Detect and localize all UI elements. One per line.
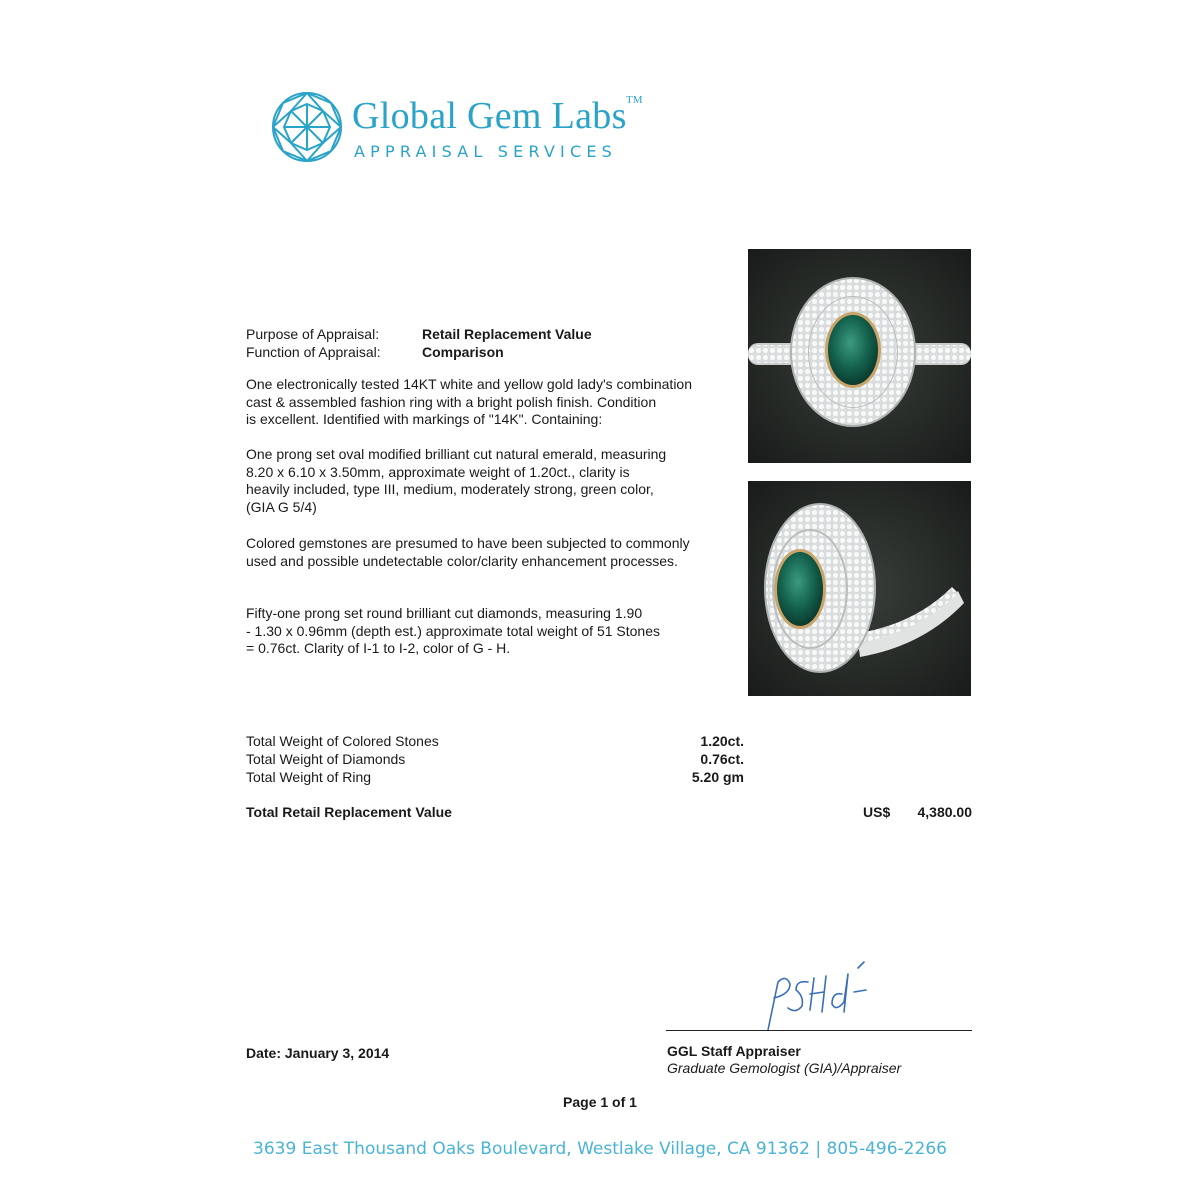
logo-trademark: TM bbox=[626, 94, 643, 106]
page-number: Page 1 of 1 bbox=[563, 1094, 637, 1110]
weight-row bbox=[246, 750, 746, 768]
logo-tagline: APPRAISAL SERVICES bbox=[354, 142, 617, 161]
ring-photo-angle bbox=[748, 481, 971, 696]
text-line: One electronically tested 14KT white and yellow gold lady's combination bbox=[246, 376, 692, 392]
ring-photo-top bbox=[748, 249, 971, 463]
treatment-disclosure bbox=[246, 535, 736, 570]
text-line: used and possible undetectable color/clarity enhancement processes. bbox=[246, 552, 678, 569]
logo-title: Global Gem Labs bbox=[352, 95, 627, 137]
appraiser-title: Graduate Gemologist (GIA)/Appraiser bbox=[667, 1060, 902, 1076]
text-line: = 0.76ct. Clarity of I-1 to I-2, color of G - H. bbox=[246, 640, 511, 656]
weight-label: Total Weight of Colored Stones bbox=[246, 733, 439, 749]
text-line: Fifty-one prong set round brilliant cut diamonds, measuring 1.90 bbox=[246, 605, 643, 621]
weight-row bbox=[246, 768, 746, 786]
weight-row bbox=[246, 732, 746, 750]
purpose-label: Purpose of Appraisal: bbox=[246, 326, 380, 342]
footer-address: 3639 East Thousand Oaks Boulevard, Westlake Village, CA 91362 | 805-496-2266 bbox=[253, 1139, 947, 1159]
weight-value: 1.20ct. bbox=[700, 733, 744, 749]
text-line: One prong set oval modified brilliant cut natural emerald, measuring bbox=[246, 446, 667, 462]
emerald-description bbox=[246, 446, 736, 516]
weight-label: Total Weight of Diamonds bbox=[246, 751, 406, 767]
company-logo bbox=[270, 90, 690, 170]
text-line: cast & assembled fashion ring with a bright polish finish. Condition bbox=[246, 393, 657, 410]
text-line: Colored gemstones are presumed to have been subjected to commonly bbox=[246, 535, 690, 551]
text-line: heavily included, type III, medium, moderately strong, green color, bbox=[246, 481, 654, 497]
text-line: - 1.30 x 0.96mm (depth est.) approximate total weight of 51 Stones bbox=[246, 622, 660, 639]
grand-total-currency: US$ bbox=[863, 804, 891, 820]
grand-total-label: Total Retail Replacement Value bbox=[246, 804, 452, 820]
diamonds-description bbox=[246, 605, 736, 658]
appraiser-name: GGL Staff Appraiser bbox=[667, 1043, 801, 1059]
ring-angle-image bbox=[748, 481, 971, 696]
grand-total-row bbox=[246, 804, 972, 822]
text-line: 8.20 x 6.10 x 3.50mm, approximate weight of 1.20ct., clarity is bbox=[246, 463, 630, 480]
text-line: is excellent. Identified with markings of "14K". Containing: bbox=[246, 411, 603, 427]
appraiser-signature bbox=[756, 960, 876, 1035]
function-value: Comparison bbox=[422, 344, 504, 360]
signature-line bbox=[666, 1030, 972, 1031]
ring-description bbox=[246, 376, 736, 429]
appraisal-date: Date: January 3, 2014 bbox=[246, 1045, 390, 1061]
grand-total-amount: 4,380.00 bbox=[917, 804, 972, 820]
purpose-value: Retail Replacement Value bbox=[422, 326, 592, 342]
weight-value: 5.20 gm bbox=[691, 769, 744, 785]
weight-value: 0.76ct. bbox=[700, 751, 744, 767]
function-label: Function of Appraisal: bbox=[246, 344, 381, 360]
function-row bbox=[246, 343, 504, 361]
ring-top-image bbox=[748, 249, 971, 463]
text-line: (GIA G 5/4) bbox=[246, 498, 317, 515]
gem-logo-icon bbox=[270, 90, 344, 164]
weight-label: Total Weight of Ring bbox=[246, 769, 372, 785]
purpose-row bbox=[246, 325, 592, 343]
weights-table bbox=[246, 732, 746, 786]
